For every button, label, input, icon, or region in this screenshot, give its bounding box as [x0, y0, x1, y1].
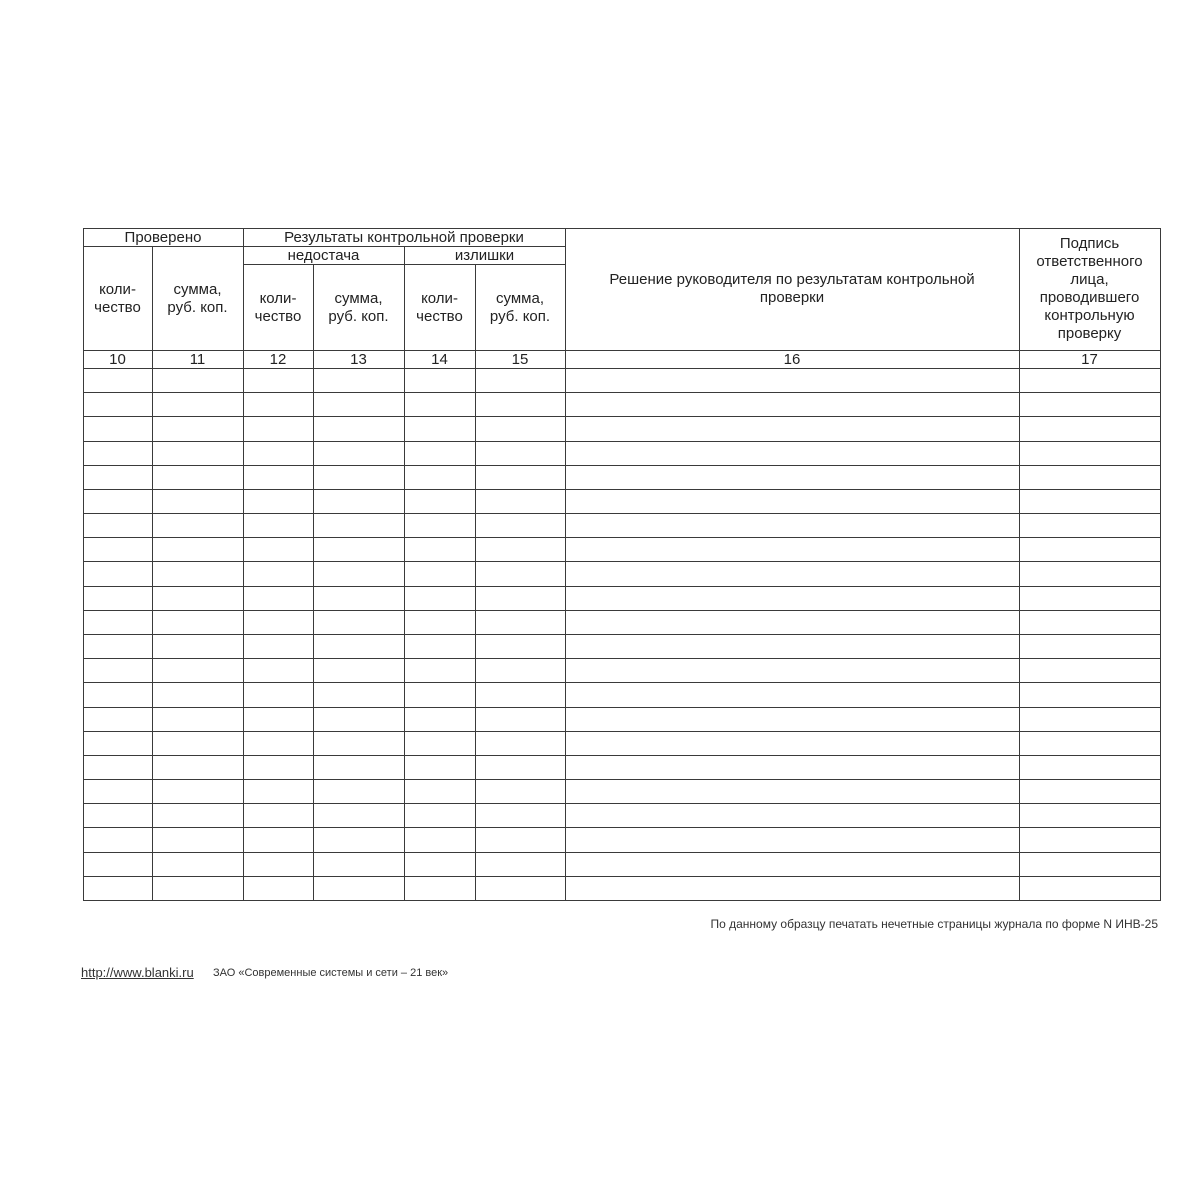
table-row: [83, 658, 1160, 659]
table-row: [83, 755, 1160, 756]
table-row: [83, 441, 1160, 442]
table-row: [83, 513, 1160, 514]
table-row: [83, 561, 1160, 562]
column-number: 10: [109, 351, 126, 368]
column-divider: [404, 246, 405, 900]
column-number: 14: [431, 351, 448, 368]
header-signature: Подпись ответственного лица, проводившего контрольную проверку: [1036, 235, 1143, 342]
column-number: 13: [350, 351, 367, 368]
header-divider: [83, 246, 565, 247]
table-row: [83, 682, 1160, 683]
column-number: 15: [511, 351, 529, 368]
site-link[interactable]: http://www.blanki.ru: [81, 965, 194, 980]
column-divider: [1019, 228, 1020, 900]
header-sum-surplus: сумма, руб. коп.: [489, 290, 551, 325]
column-divider: [565, 228, 566, 900]
table-row: [83, 392, 1160, 393]
column-number: 12: [269, 351, 287, 368]
table-border-left: [83, 228, 84, 901]
header-sum-shortage: сумма, руб. коп.: [328, 290, 389, 325]
header-quantity-checked: коли- чество: [94, 281, 141, 316]
column-divider: [243, 228, 244, 900]
company-name: ЗАО «Современные системы и сети – 21 век»: [213, 967, 449, 979]
printing-note: По данному образцу печатать нечетные страницы журнала по форме N ИНВ-25: [710, 917, 1158, 931]
column-divider: [313, 264, 314, 900]
table-row: [83, 416, 1160, 417]
header-quantity-surplus: коли- чество: [416, 290, 463, 325]
header-control-results: Результаты контрольной проверки: [284, 229, 524, 246]
header-shortage: недостача: [287, 247, 360, 264]
table-row: [83, 586, 1160, 587]
table-row: [83, 852, 1160, 853]
header-decision: Решение руководителя по результатам контрольной проверки: [609, 271, 975, 306]
column-divider: [475, 264, 476, 900]
table-border-top: [83, 228, 1161, 229]
table-row: [83, 731, 1160, 732]
column-number: 16: [783, 351, 801, 368]
table-row: [83, 827, 1160, 828]
header-quantity-shortage: коли- чество: [254, 290, 302, 325]
table-row: [83, 537, 1160, 538]
table-row: [83, 803, 1160, 804]
table-row: [83, 489, 1160, 490]
header-sum-checked: сумма, руб. коп.: [167, 281, 228, 316]
column-divider: [152, 246, 153, 900]
header-checked: Проверено: [124, 229, 202, 246]
header-bottom-line: [83, 350, 1160, 351]
table-row: [83, 610, 1160, 611]
number-row-bottom-line: [83, 368, 1160, 369]
header-surplus: излишки: [454, 247, 515, 264]
table-border-bottom: [83, 900, 1161, 901]
column-number: 11: [189, 351, 206, 368]
table-row: [83, 779, 1160, 780]
table-row: [83, 634, 1160, 635]
table-row: [83, 465, 1160, 466]
column-number: 17: [1081, 351, 1098, 368]
table-row: [83, 707, 1160, 708]
table-border-right: [1160, 228, 1161, 901]
table-row: [83, 876, 1160, 877]
